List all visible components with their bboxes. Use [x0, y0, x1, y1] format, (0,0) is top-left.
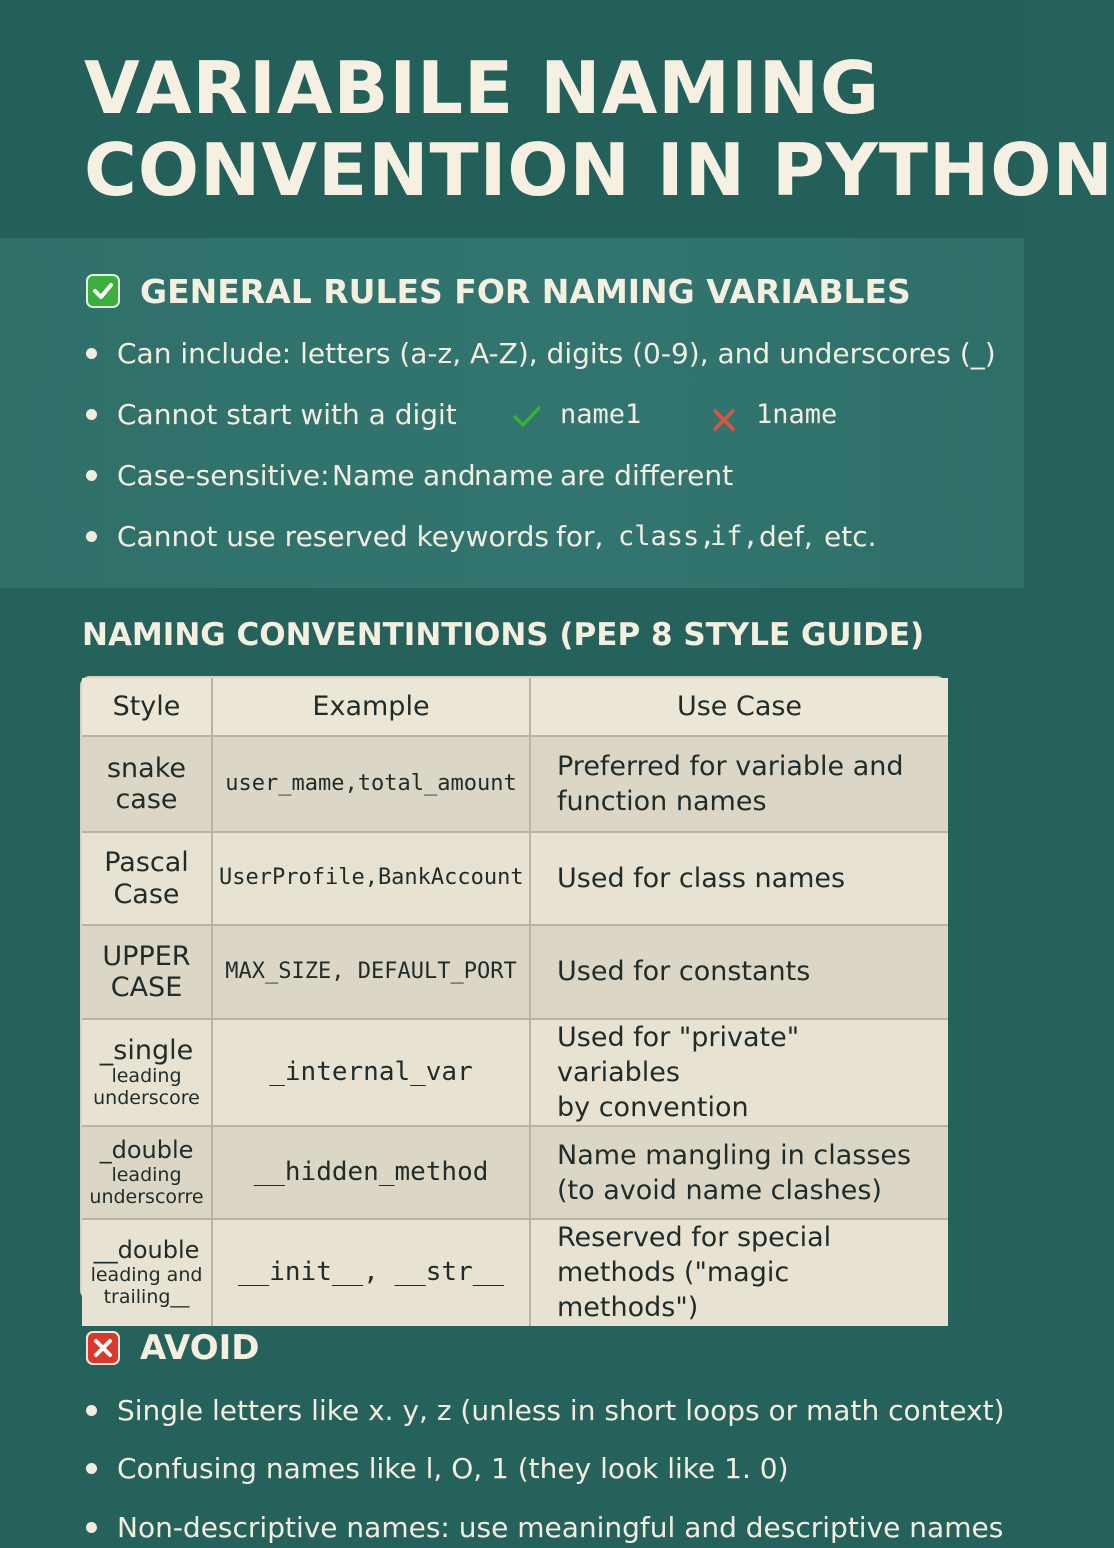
- use-case-cell: Used for class names: [530, 832, 948, 925]
- table-row: [82, 832, 948, 925]
- case-example-name: Name: [332, 459, 415, 492]
- bullet-dot: [86, 1405, 97, 1416]
- style-name: UPPER: [102, 940, 191, 972]
- use-case-line1: Reserved for special: [557, 1222, 832, 1254]
- table-row: [82, 1019, 948, 1126]
- table-row: [82, 1126, 948, 1219]
- cross-mark-icon: [712, 403, 736, 443]
- use-case-line1: Used for "private" variables: [557, 1022, 800, 1089]
- style-name: _double: [99, 1136, 194, 1165]
- valid-name-example: name1: [560, 399, 642, 430]
- use-case-cell: [530, 1126, 948, 1219]
- check-mark-icon: [512, 401, 542, 441]
- avoid-heading: AVOID: [140, 1328, 260, 1368]
- style-cell: [82, 832, 212, 925]
- case-suffix: are different: [560, 459, 734, 492]
- style-name-line3: underscore: [93, 1087, 200, 1110]
- use-case-cell: Used for constants: [530, 925, 948, 1019]
- example-cell: user_mame,total_amount: [212, 736, 530, 832]
- keyword-etc: etc.: [824, 520, 877, 553]
- style-name-line2: case: [115, 784, 178, 815]
- style-name-line3: underscorre: [89, 1185, 204, 1208]
- example-cell: _internal_var: [212, 1019, 530, 1126]
- case-example-lower: name: [474, 459, 554, 492]
- style-name: _single: [99, 1035, 194, 1067]
- use-case-line2: function names: [557, 786, 767, 817]
- avoid-single-letters: [86, 1391, 1005, 1431]
- style-name-line2: leading: [111, 1065, 182, 1088]
- page-title-line-1: VARIABILE NAMING: [84, 46, 881, 130]
- keywords-text: Cannot use reserved keywords: [117, 520, 550, 553]
- bullet-dot: [86, 1463, 97, 1474]
- style-name-line2: leading and: [90, 1263, 203, 1286]
- style-cell: [82, 1126, 212, 1219]
- rule-start-digit-text: Cannot start with a digit: [117, 398, 457, 431]
- table-header-row: [82, 678, 948, 736]
- style-name-line2: Case: [113, 878, 180, 910]
- avoid-item-text: Single letters like x. y, z (unless in short loops or math context): [117, 1394, 1005, 1427]
- use-case-line2: (to avoid name clashes): [557, 1174, 882, 1206]
- keyword-for: for,: [556, 520, 604, 553]
- use-case-cell: [530, 736, 948, 832]
- general-rules-section: [0, 238, 1024, 588]
- style-name-line2: leading: [111, 1163, 182, 1186]
- use-case-line2: methods ("magic methods"): [557, 1257, 790, 1324]
- avoid-item-text: Non-descriptive names: use meaningful and descriptive names: [117, 1511, 1004, 1544]
- keyword-if: if,: [710, 521, 759, 552]
- page-title-line-2: CONVENTION IN PYTHON: [84, 128, 1114, 212]
- invalid-name-example: 1name: [756, 399, 838, 430]
- avoid-non-descriptive: [86, 1508, 1004, 1548]
- example-cell: MAX_SIZE, DEFAULT_PORT: [212, 925, 530, 1019]
- style-cell: [82, 736, 212, 832]
- rule-include-text: Can include: letters (a-z, A-Z), digits (0-9), and underscores (_): [117, 337, 996, 370]
- avoid-confusing-names: [86, 1449, 986, 1489]
- style-name: Pascal: [104, 847, 189, 879]
- bullet-dot: [86, 348, 97, 359]
- keyword-def: def,: [759, 520, 813, 553]
- rule-start-digit: [86, 395, 936, 435]
- rule-include: [86, 334, 996, 374]
- use-case-line2: by convention: [557, 1092, 749, 1124]
- rule-case-sensitive: [86, 456, 936, 496]
- table-row: [82, 736, 948, 832]
- avoid-item-text: Confusing names like l, O, 1 (they look like 1. 0): [117, 1452, 789, 1485]
- style-name: __double: [93, 1236, 200, 1265]
- bullet-dot: [86, 409, 97, 420]
- use-case-line1: Name mangling in classes: [557, 1139, 912, 1171]
- title-banner: [0, 0, 1114, 238]
- style-cell: [82, 1219, 212, 1325]
- example-cell: __init__, __str__: [212, 1219, 530, 1325]
- case-prefix: Case-sensitive:: [117, 459, 330, 492]
- bullet-dot: [86, 1522, 97, 1533]
- style-name-line3: trailing__: [103, 1285, 190, 1308]
- keyword-class: class,: [618, 521, 716, 552]
- column-header-use-case: Use Case: [530, 678, 948, 736]
- style-cell: [82, 925, 212, 1019]
- example-cell: __hidden_method: [212, 1126, 530, 1219]
- table-row: [82, 925, 948, 1019]
- use-case-cell: [530, 1019, 948, 1126]
- use-case-line1: Preferred for variable and: [557, 750, 904, 782]
- bullet-dot: [86, 531, 97, 542]
- column-header-style: Style: [82, 678, 212, 736]
- conventions-heading: NAMING CONVENTINTIONS (PEP 8 STYLE GUIDE): [82, 617, 925, 653]
- rule-keywords: [86, 517, 936, 557]
- bullet-dot: [86, 470, 97, 481]
- conventions-table: [80, 676, 946, 1324]
- check-box-icon: [86, 274, 120, 308]
- table-row: [82, 1219, 948, 1325]
- style-cell: [82, 1019, 212, 1126]
- use-case-cell: [530, 1219, 948, 1325]
- case-and: and: [423, 459, 476, 492]
- column-header-example: Example: [212, 678, 530, 736]
- cross-box-icon: [86, 1331, 120, 1365]
- style-name-line2: CASE: [110, 972, 183, 1003]
- general-rules-heading: GENERAL RULES FOR NAMING VARIABLES: [140, 272, 911, 311]
- style-name: snake: [106, 752, 186, 784]
- example-cell: UserProfile,BankAccount: [212, 832, 530, 925]
